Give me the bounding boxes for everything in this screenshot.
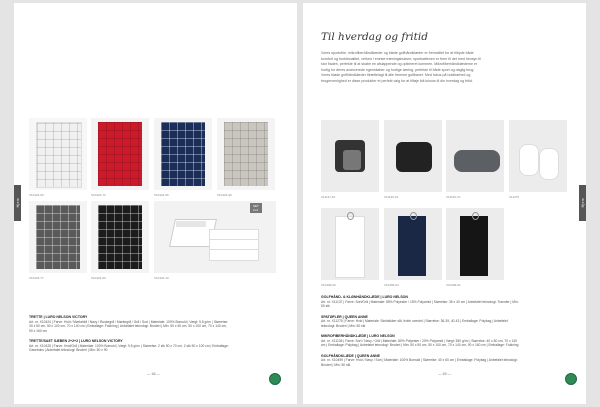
left-page <box>14 3 297 404</box>
product-image-red-towel <box>91 118 149 190</box>
section-tab-label: Hjem <box>580 198 585 208</box>
product-code: X10424-00 <box>91 276 106 280</box>
product-code: X11275 <box>509 195 520 199</box>
product-code: X10424-10 <box>154 276 169 280</box>
product-code: X10424-95 <box>154 193 169 197</box>
product-code: X11136-70 <box>446 195 461 199</box>
product-specs: Art. nr. X10425 | Farve: Hvid/Grå | Materiale: 100% Bomuld | Vægt: 9,5 g/m² | Størrelse: 2 stk 50 x 70 cm, 2 stk 50 x 100 cm | Emballage: Gaveboks | Anbefalet teknologi: Broderi | Min: 50 x 90 <box>29 343 229 352</box>
section-tab[interactable] <box>579 185 586 221</box>
product-image-microfiber-black <box>384 120 442 192</box>
product-specs: Art. nr. X10424 | Farve: Hvid / Mørkeblå / Navy / Ruskegrå / Mørkegrå / Grå / Sort | Materiale: 100% Bomuld | Vægt: 9,5 g/m² | Størrelse: 30 x 50 cm, 50 x 100 cm, 70 x 140 cm | Emballage: Foldning | Anbefalet teknologi: Broderi | Min: 50 x 50 cm, 50 x 100 cm, 70 x 140 cm, 90 x 160 cm <box>29 319 229 333</box>
product-image-golf-towel-navy <box>384 208 442 280</box>
eco-label-icon <box>269 373 281 385</box>
product-image-microfiber-grey <box>446 120 504 192</box>
product-description <box>321 334 521 348</box>
product-title: GOLFHÅND- & KLØNHÅNDKLÆDE | LURO NELSON <box>321 295 408 299</box>
product-code: X10424-72 <box>91 193 106 197</box>
product-image-grey-towel <box>217 118 275 190</box>
product-description <box>29 339 229 353</box>
product-title: MIKROFIBERHÅNDKLÆDE | LURO NELSON <box>321 334 395 338</box>
product-title: SPATØFLER | QUEEN ANNE <box>321 314 368 319</box>
product-description <box>29 315 229 333</box>
page-number: — 69 — <box>438 372 452 376</box>
product-title: GOLFHÅNDKLÆDE | QUEEN ANNE <box>321 353 380 358</box>
eco-label-icon <box>565 373 577 385</box>
product-code: X10499-01 <box>446 283 461 287</box>
product-image-golf-towel-grey <box>321 120 379 192</box>
product-title: TRETTE/SAET SÆBEN 2+2+2 | LURO NELSON VICTORY <box>29 339 123 343</box>
product-image-black-towel <box>91 201 149 273</box>
product-code: X10424-00 <box>29 193 44 197</box>
page-number: — 66 — <box>147 372 161 376</box>
right-page <box>303 3 586 404</box>
intro-text: Vores sportsfrie, mikrofiberhåndklæder og bløde golfhåndklæder er fremstillet for at tilbyde både komfort og funktionalitet, verken i eneste træningsbukser, sportsaftenen er frem til det med hensyn til stor fladen, perfekte til at skabe en afslappende og optimeret kommen. Mikrofiberhåndklæderne er hurtig for deres avancerede egenskaber og hurtige tørring, perfekte til både sport og daglig brug. Vores bløde golfhåndklæder tilrættelagt til alle fremme golfbaner. Med fokus på holdbarhed og brugervenlighed er disse produkter et perfekt valg for at tilføje lidt luksus til din hverdag og fritid. <box>321 51 482 83</box>
product-image-white-towel <box>29 118 87 190</box>
product-code: X10499-04 <box>384 283 399 287</box>
product-descriptions <box>321 295 521 373</box>
product-specs: Art. nr. X11137 | Farve: Sort/Grå | Materiale: 85% Polyester / 15% Polyamid | Størrelse: 35 x 40 cm | Anbefalet teknologi: Transfer | Min: 50 stk <box>321 299 519 308</box>
product-code: X10424-99 <box>217 193 232 197</box>
product-image-golf-towel-white <box>321 208 379 280</box>
product-code: X10499-00 <box>321 283 336 287</box>
product-description <box>321 354 521 368</box>
product-specs: Art. nr. X11136 | Farve: Sort / Navy / Grå | Materiale: 80% Polyester / 20% Polyamid | Vægt: 350 g/m² | Størrelse: 40 x 80 cm, 70 x 140 cm | Emballage: Polybag | Anbefalet teknologi: Broderi | Min: 50 x 50 cm, 50 x 100 cm, 70 x 140 cm, 90 x 160 cm | Emballage: Foldning <box>321 338 519 347</box>
product-image-darkgrey-towel <box>29 201 87 273</box>
product-specs: Art. nr. X10499 | Farve: Hvid / Navy / Sort | Materiale: 100% Bomuld | Størrelse: 40 x 60 cm | Emballage: Polybag | Anbefalet teknologi: Broderi | Min: 50 stk <box>321 358 518 367</box>
page-title: Til hverdag og fritid <box>321 31 428 43</box>
product-badge: SET 2+2 <box>250 203 262 213</box>
product-specs: Art. nr. X11275 | Farve: Hvid | Materiale: Skridsikker sål, frotté overdel | Størrelse: 36-39, 40-43 | Emballage: Polybag | Anbefalet teknologi: Broderi | Min: 50 stk <box>321 319 508 328</box>
product-code: X11137-01 <box>321 195 336 199</box>
product-image-golf-towel-black <box>446 208 504 280</box>
section-tab[interactable] <box>14 185 21 221</box>
product-description <box>321 315 521 329</box>
product-image-slippers <box>509 120 567 192</box>
product-code: X10424-77 <box>29 276 44 280</box>
product-code: X11136-01 <box>384 195 399 199</box>
product-image-navy-towel <box>154 118 212 190</box>
section-tab-label: Hjem <box>15 198 20 208</box>
product-title: TRETTE | LURO NELSON VICTORY <box>29 315 88 319</box>
product-descriptions <box>29 315 229 359</box>
product-description <box>321 295 521 309</box>
